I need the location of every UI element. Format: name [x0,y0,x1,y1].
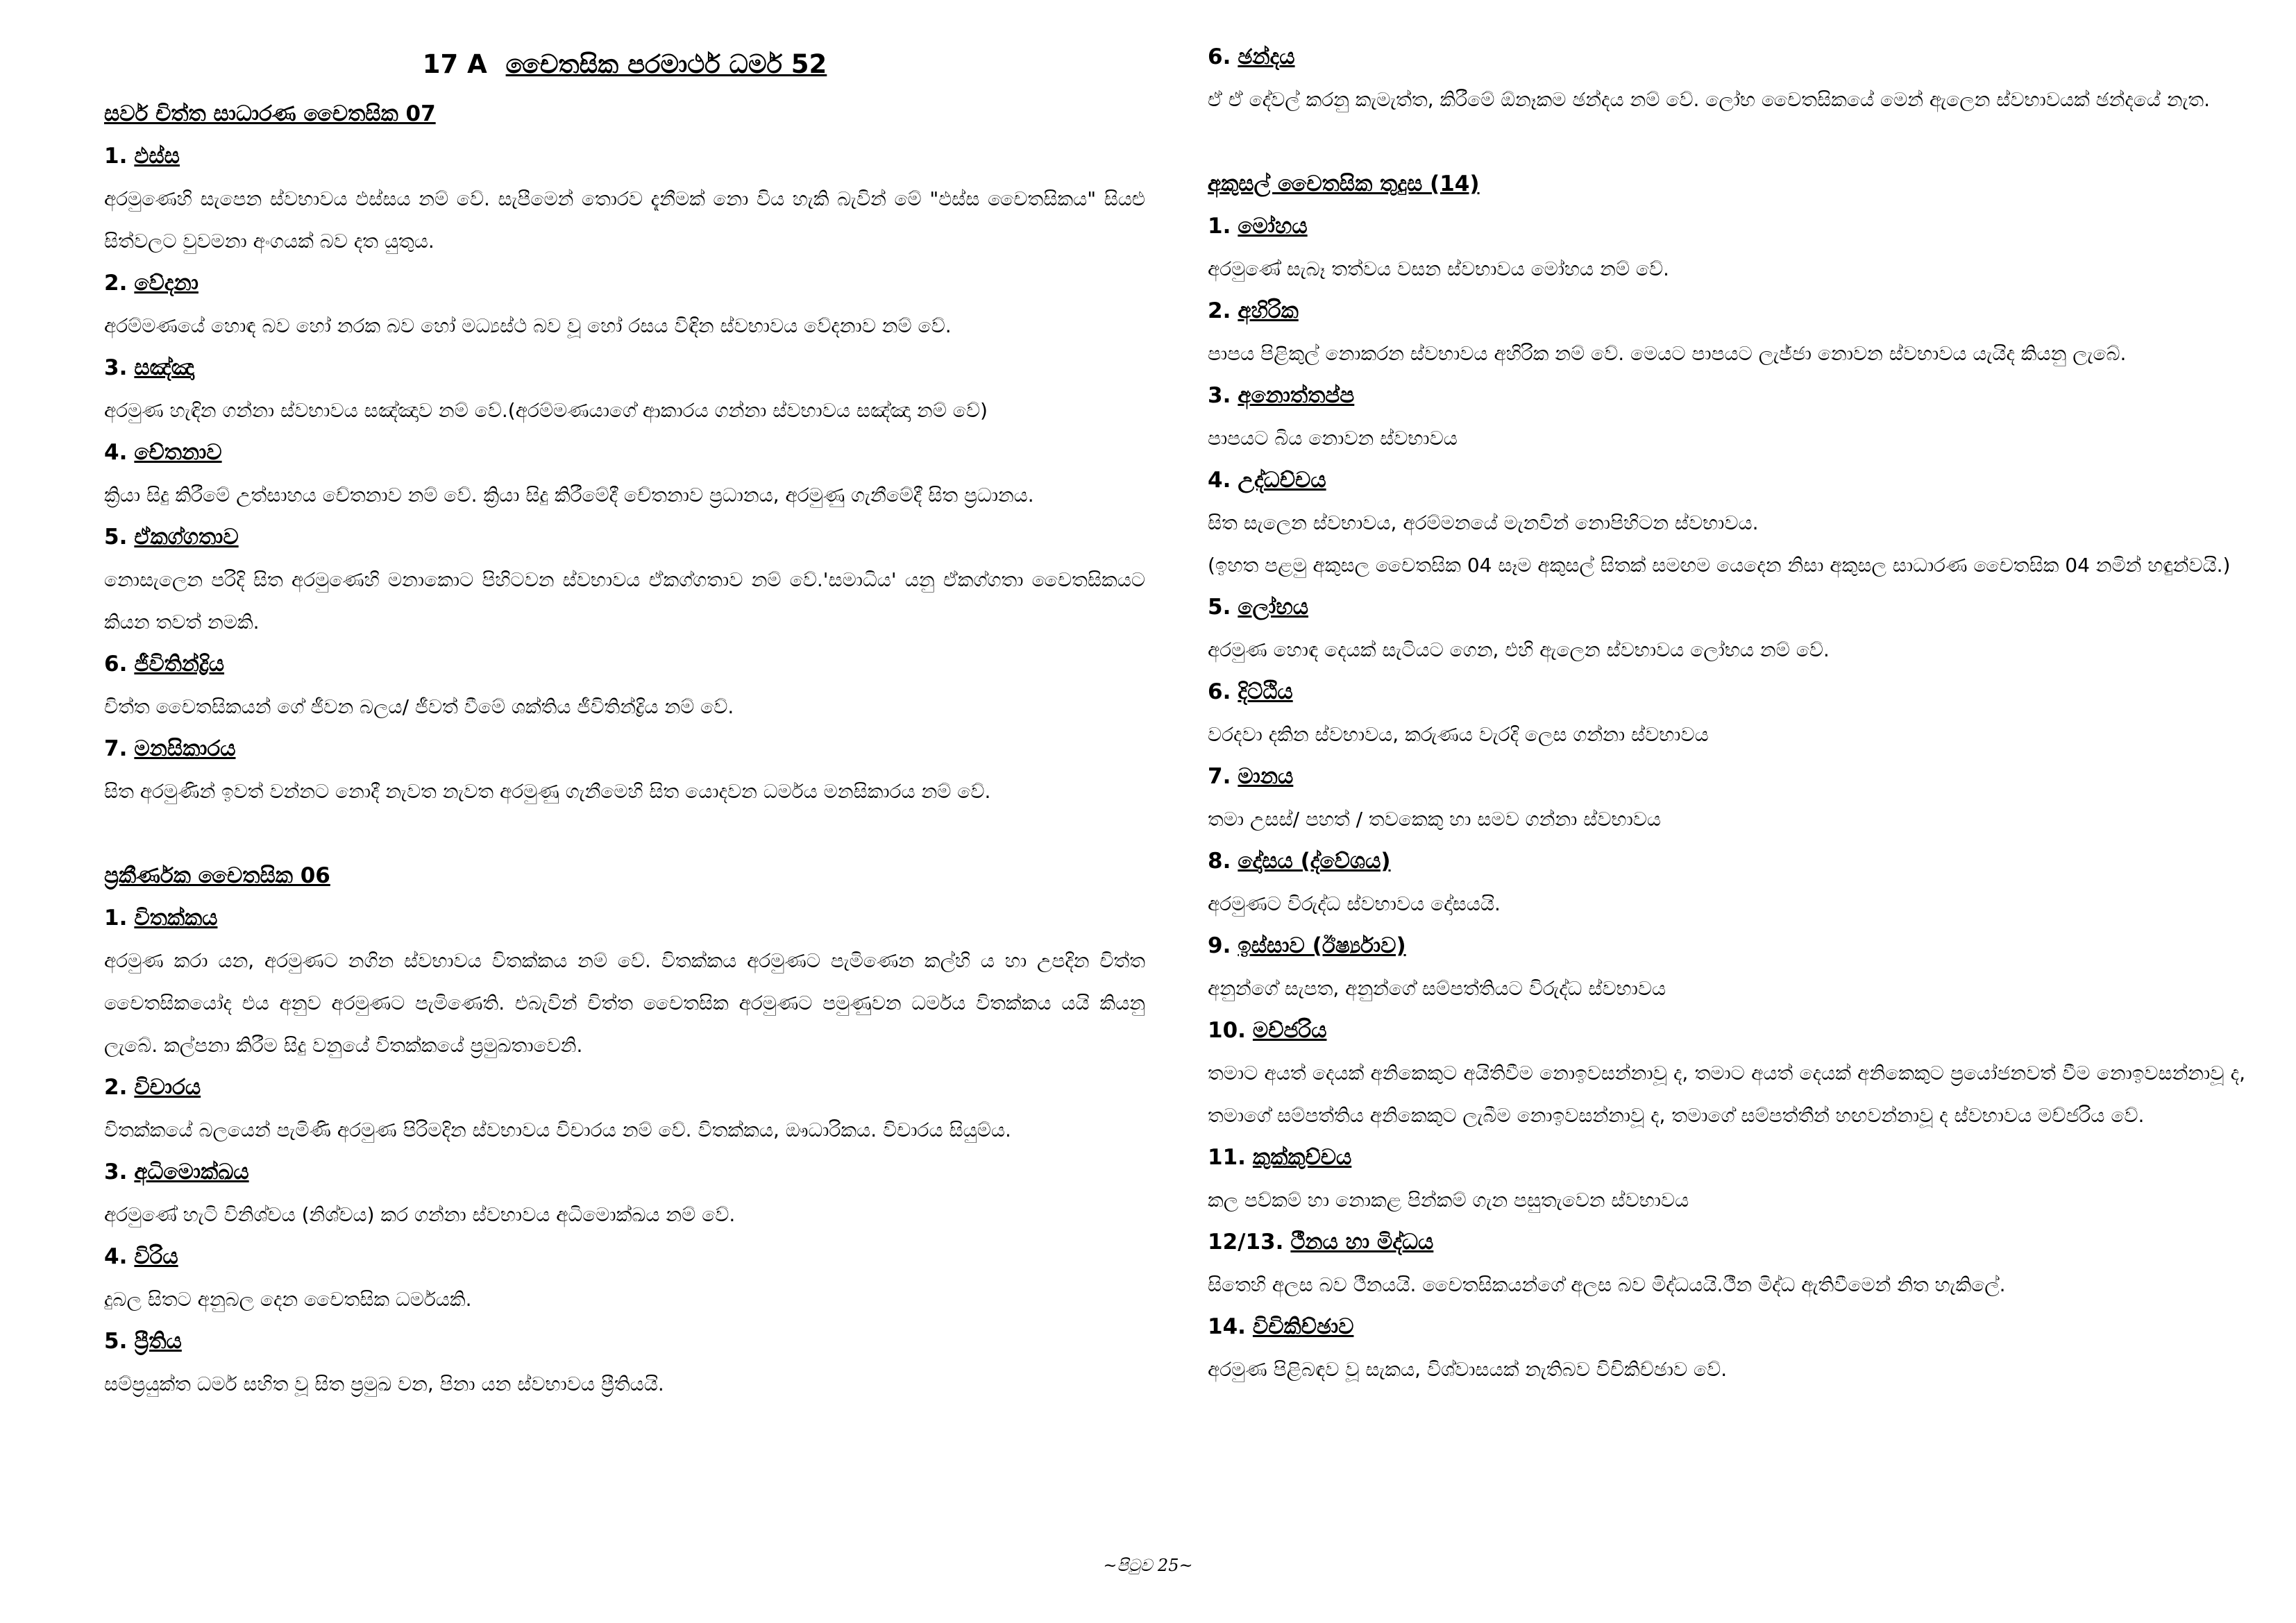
item-heading [1208,840,2245,883]
item-title: චේතනාව [134,440,222,465]
list-item [1208,840,2245,925]
item-body: කල පව්කම් හා නොකළ පින්කම් ගැන පසුතැවෙන ස්වභාවය [1208,1189,1689,1212]
item-title: ථීනය හා මිද්ධය [1290,1230,1434,1255]
item-number: 10. [1208,1018,1246,1043]
item-number: 3. [104,355,128,380]
item-body: ක්‍රියා සිදු කිරීමේ උත්සාහය චේතනාව නම් වේ. ක්‍රියා සිදු කිරීමේදී චේතනාව ප්‍රධානය, අරමුණු ගැනීමේදී සිත ප්‍රධානය. [104,484,1034,507]
item-heading [1208,925,2245,967]
list-item [1208,756,2245,840]
item-body: වරදවා දකින ස්වභාවය, කරුණය වැරදි ලෙස ගන්නා ස්වභාවය [1208,723,1709,746]
item-heading [104,897,1145,940]
note-text: (ඉහත පළමු අකුසල චෛතසික 04 සෑම අකුසල් සිතක් සමඟම යෙදෙන නිසා අකුසල සාධාරණ චෛතසික 04 නමින් හඳුන්වයි.) [1208,554,2231,577]
item-title: අහිරික [1238,298,1299,323]
item-body: තමාට අයත් දෙයක් අනිකෙකුට අයිතිවීම නොඉවසන්නාවූ ද, තමාට අයත් දෙයක් අනිකෙකුට ප්‍රයෝජනවත් වීම නොඉවසන්නාවූ ද, තමාගේ සම්පත්තිය අනිකෙකුට ලැබීම නොඉවසන්නාවූ ද, තමාගේ සම්පත්තීන් හඟවන්නාවූ ද ස්වභාවය මච්ජරිය වේ. [1208,1062,2245,1127]
item-heading [104,516,1145,559]
list-item [104,262,1145,347]
item-number: 3. [1208,383,1231,408]
item-title: ඉස්සාව (ඊර්ෂ්‍යාව) [1238,933,1406,958]
item-title: ඵස්ස [134,144,180,169]
item-number: 1. [1208,214,1231,239]
spacer [1208,121,2245,163]
item-heading [104,643,1145,686]
item-body: තමා උසස්/ පහත් / තවකෙකු හා සමව ගන්නා ස්වභාවය [1208,808,1662,831]
item-title: සඤ්ඤා [134,355,194,380]
item-title: විචිකිච්ඡාව [1252,1314,1354,1339]
item-title: විරිය [134,1244,178,1269]
list-item [1208,36,2245,121]
item-number: 1. [104,906,128,931]
item-title: කුක්කුච්චය [1252,1145,1352,1170]
item-heading [104,1067,1145,1109]
right-column [1208,36,2245,1433]
item-number: 8. [1208,849,1231,874]
item-body: ඒ ඒ දේවල් කරනු කැමැත්ත, කිරීමේ ඕනෑකම ඡන්දය නම් වේ. ලෝභ චෛතසිකයේ මෙන් ඇලෙන ස්වභාවයක් ඡන්දයේ නැත. [1208,88,2211,111]
item-heading [1208,1391,2245,1433]
item-heading [1208,671,2245,713]
page-title-text: චෛතසික පරමාර්ථ ධර්ම 52 [505,49,827,79]
list-item [104,897,1145,1067]
item-number: 11. [1208,1145,1246,1170]
item-number: 2. [104,271,128,296]
item-body: අරමුණට විරුද්ධ ස්වභාවය දෝසයයි. [1208,892,1501,915]
item-body: නොසැලෙන පරිදි සිත අරමුණෙහි මනාකොට පිහිටවන ස්වභාවය ඒකග්ගතාව නම් වේ.'සමාධිය' යනු ඒකග්ගතා චෛතසිකයට කියන තවත් නමකි. [104,568,1145,634]
item-title: ඡන්දය [1238,44,1295,69]
item-body: සිත අරමුණින් ඉවත් වන්නට නොදී නැවත නැවත අරමුණු ගැනීමෙහි සිත යොදවන ධර්මය මනසිකාරය නම් වේ. [104,780,991,803]
item-body: දුබල සිතට අනුබල දෙන චෛතසික ධර්මයකි. [104,1288,472,1311]
list-item [104,516,1145,643]
item-body: අරමුණ හැඳින ගන්නා ස්වභාවය සඤ්ඤාව නම් වේ.(අරම්මණයාගේ ආකාරය ගන්නා ස්වභාවය සඤ්ඤා නම් වේ) [104,399,988,422]
item-title: මච්ජරිය [1252,1018,1327,1043]
item-title: මෝහය [1238,214,1308,239]
item-title: ප්‍රීතිය [134,1329,182,1354]
item-body: අරමුණේ හැටි විනිශ්චය (නිශ්චය) කර ගන්නා ස්වභාවය අධිමොක්ඛය නම් වේ. [104,1203,736,1226]
section-occasional [104,855,1145,1405]
item-number: 6. [104,652,128,677]
page-title [104,36,1145,93]
left-column [104,36,1145,1405]
item-heading [1208,36,2245,78]
page-title-number: 17 A [422,49,487,79]
item-number: 6. [1208,44,1231,69]
item-heading [1208,1306,2245,1348]
item-heading [104,1236,1145,1278]
item-heading [1208,1010,2245,1052]
item-heading [1208,290,2245,332]
item-title: ජීවිතින්ද්‍රිය [134,652,225,677]
item-body: චිත්ත චෛතසිකයන් ගේ ජීවන බලය/ ජීවත් වීමේ ශක්තිය ජීවිතින්ද්‍රිය නම් වේ. [104,695,734,718]
item-title: උද්ධච්චය [1238,468,1326,493]
item-number: 7. [1208,764,1231,789]
item-heading [104,432,1145,474]
list-item [104,347,1145,432]
item-body: සිත සැලෙන ස්වභාවය, අරම්මනයේ මැනවින් නොපිහිටන ස්වභාවය. [1208,511,1759,534]
list-item [104,643,1145,728]
item-number: 4. [1208,468,1231,493]
item-title: විචාරය [134,1075,201,1100]
item-title: මානය [1238,764,1294,789]
item-title: අධිමොක්ඛය [134,1159,249,1184]
section-unwholesome [1208,163,2245,1433]
item-heading [1208,375,2245,417]
item-number: 4. [104,440,128,465]
item-title: දෝසය (ද්වේශය) [1238,849,1391,874]
item-number: 5. [104,525,128,550]
item-title: වේදනා [134,271,199,296]
item-number: 5. [1208,595,1231,620]
list-item [1208,1306,2245,1391]
item-title: ඒකග්ගතාව [134,525,239,550]
list-item [1208,1010,2245,1137]
item-number: 7. [104,736,128,761]
list-item [1208,1137,2245,1221]
item-body: විතක්කයේ බලයෙන් පැමිණි අරමුණ පිරිමදින ස්වභාවය විචාරය නම් වේ. විතක්කය, ඖධාරිකය. විචාරය සියුම්ය. [104,1119,1011,1141]
item-number: 1. [104,144,128,169]
item-number: 5. [104,1329,128,1354]
item-body: අරම්මණයේ හොඳ බව හෝ නරක බව හෝ මධ්‍යස්ථ බව වූ හෝ රසය විඳින ස්වභාවය වේදනාව නම් වේ. [104,314,952,337]
item-number: 2. [1208,298,1231,323]
item-heading [1208,1221,2245,1264]
item-heading [104,1151,1145,1193]
item-number: 12/13. [1208,1230,1284,1255]
item-title: මනසිකාරය [134,736,236,761]
section-heading-occasional: ප්‍රකීර්ණක චෛතසික 06 [104,863,330,888]
item-heading [1208,586,2245,629]
item-body: අරමුණ පිළිබඳව වූ සැකය, විශ්වාසයක් නැතිබව විචිකිච්ඡාව වේ. [1208,1358,1728,1381]
list-item [1208,375,2245,459]
list-item [1208,586,2245,671]
item-body: අරමුණ කරා යන, අරමුණට නගින ස්වභාවය විතක්කය නම් වේ. විතක්කය අරමුණට පැමිණෙන කල්හි ය හා උපදින චිත්ත චෛතසිකයෝද එය අනුව අරමුණට පැමිණෙති. එබැවින් චිත්ත චෛතසික අරමුණට පමුණුවන ධර්මය විතක්කය යයි කියනු ලැබේ. කල්පනා කිරීම සිදු වනුයේ විතක්කයේ ප්‍රමුඛතාවෙනි. [104,949,1145,1057]
item-body: අනුන්ගේ සැපත, අනුන්ගේ සම්පත්තියට විරුද්ධ ස්වභාවය [1208,977,1666,1000]
section-universal [104,93,1145,813]
item-number: 3. [104,1159,128,1184]
item-body: සම්ප්‍රයුක්ත ධර්ම සහිත වූ සිත ප්‍රමුඛ වන, පිනා යන ස්වභාවය ප්‍රීතියයි. [104,1373,664,1395]
item-title: අනොත්තප්ප [1238,383,1355,408]
item-body: අරමුණේ සැබෑ තත්වය වසන ස්වභාවය මෝහය නම් වේ. [1208,257,1669,280]
list-item [104,1320,1145,1405]
item-heading [1208,1137,2245,1179]
list-item [104,135,1145,262]
item-heading [104,135,1145,178]
item-body: අරමුණෙහි සැපෙන ස්වභාවය ඵස්සය නම් වේ. සැපීමෙන් තොරව දැනීමක් නො විය හැකි බැවින් මේ "ඵස්ස චෛතසිකය" සියළු සිත්වලට වුවමනා අංගයක් බව දත යුතුය. [104,187,1145,253]
spacer [104,813,1145,855]
item-heading [104,347,1145,389]
item-heading [1208,756,2245,798]
section-heading-unwholesome: අකුසල් චෛතසික තුදුස (14) [1208,171,1480,196]
item-number: 14. [1208,1314,1246,1339]
item-heading [104,262,1145,305]
section-occasional-continued [1208,36,2245,121]
item-body: පාපයට බිය නොවන ස්වභාවය [1208,427,1458,450]
list-item [104,1151,1145,1236]
item-title: ලෝභය [1238,595,1309,620]
list-item [104,432,1145,516]
section-heading-universal: සර්ව චිත්ත සාධාරණ චෛතසික 07 [104,101,436,126]
list-item [1208,671,2245,756]
item-number: 2. [104,1075,128,1100]
item-body: සිතෙහි අලස බව ථීනයයි. චෛතසිකයන්ගේ අලස බව මිද්ධයයි.ථීන මිද්ධ ඇතිවීමෙන් නිත හැකිලේ. [1208,1273,2006,1296]
page-number-footer: ~පිටුව 25~ [1103,1556,1193,1575]
item-number: 6. [1208,679,1231,704]
item-number: 4. [104,1244,128,1269]
list-item [1208,1221,2245,1306]
list-item [1208,290,2245,375]
list-item [104,1067,1145,1151]
item-title: දිට්ඨිය [1238,679,1293,704]
item-body: පාපය පිළිකුල් නොකරන ස්වභාවය අහිරික නම් වේ. මෙයට පාපයට ලැජ්ජා නොවන ස්වභාවය යැයිද කියනු ලැබේ. [1208,342,2127,365]
list-item [1208,925,2245,1010]
item-title: විතක්කය [134,906,218,931]
item-heading [1208,459,2245,502]
list-item [104,1236,1145,1320]
list-item [1208,1391,2245,1433]
list-item [1208,459,2245,544]
item-heading [104,728,1145,770]
item-heading [104,1320,1145,1363]
item-heading [1208,205,2245,248]
list-item [104,728,1145,813]
list-item [1208,205,2245,290]
item-body: අරමුණ හොඳ දෙයක් සැටියට ගෙන, එහි ඇලෙන ස්වභාවය ලෝභය නම් වේ. [1208,638,1830,661]
item-number: 9. [1208,933,1231,958]
